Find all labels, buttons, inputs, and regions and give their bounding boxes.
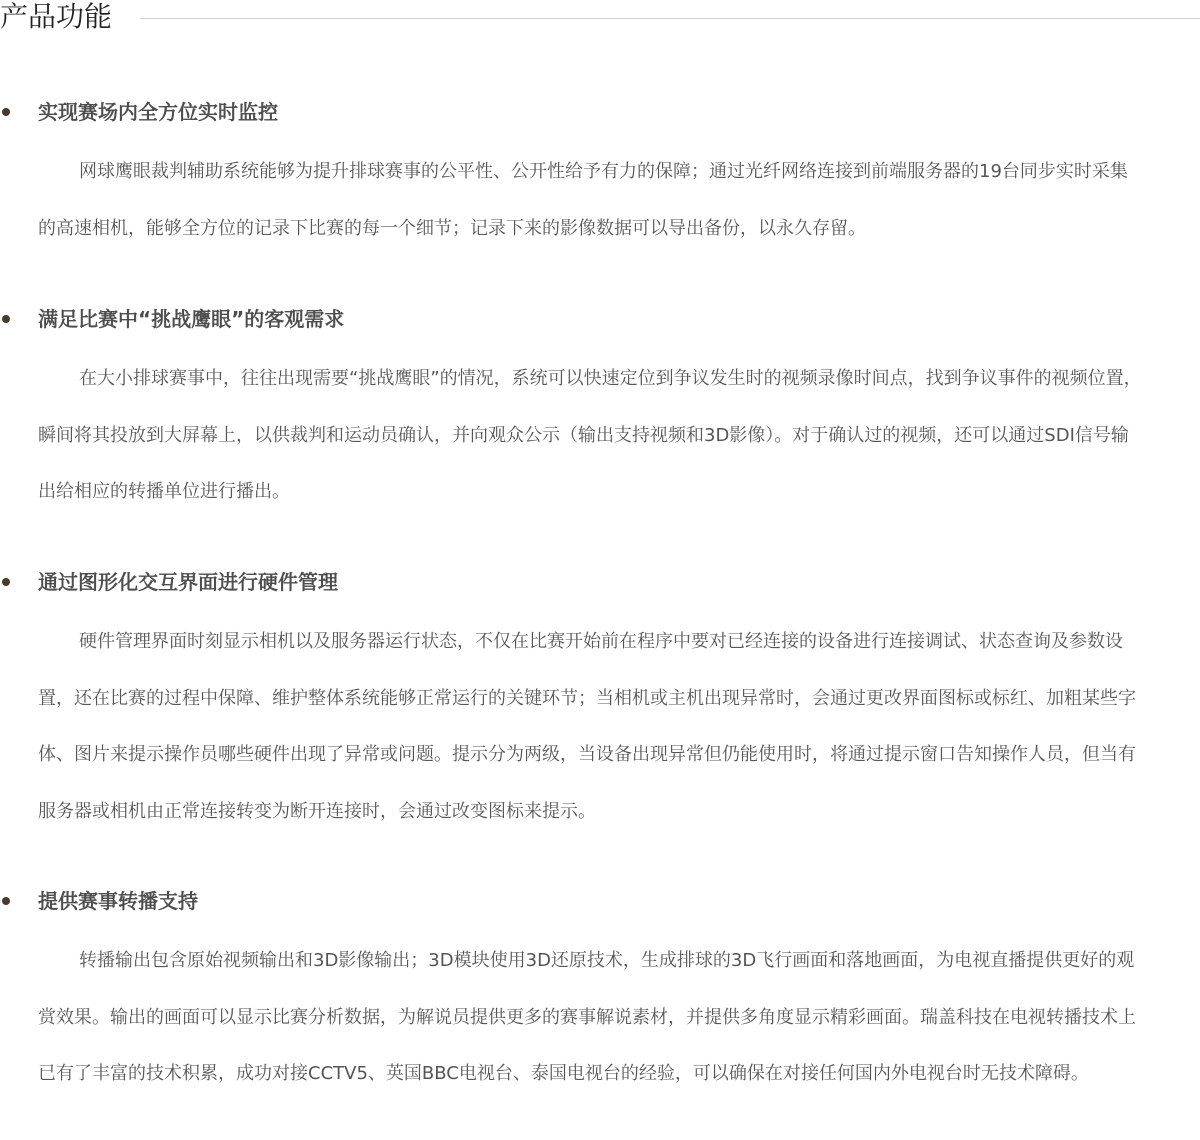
page-title: 产品功能 xyxy=(0,0,113,33)
feature-section xyxy=(0,887,1200,1103)
section-body: 网球鹰眼裁判辅助系统能够为提升排球赛事的公平性、公开性给予有力的保障；通过光纤网络连接到前端服务器的19台同步实时采集的高速相机，能够全方位的记录下比赛的每一个细节；记录下来的影像数据可以导出备份，以永久存留。 xyxy=(38,161,1128,239)
section-heading xyxy=(0,98,1200,128)
bullet-icon xyxy=(2,108,10,116)
feature-section xyxy=(0,568,1200,840)
feature-section xyxy=(0,98,1200,257)
bullet-icon xyxy=(2,897,10,905)
section-body: 转播输出包含原始视频输出和3D影像输出；3D模块使用3D还原技术，生成排球的3D飞行画面和落地画面，为电视直播提供更好的观赏效果。输出的画面可以显示比赛分析数据，为解说员提供更多的赛事解说素材，并提供多角度显示精彩画面。瑞盖科技在电视转播技术上已有了丰富的技术积累，成功对接CCTV5、英国BBC电视台、泰国电视台的经验，可以确保在对接任何国内外电视台时无技术障碍。 xyxy=(38,950,1136,1084)
section-heading xyxy=(0,305,1200,335)
page-header xyxy=(0,0,1200,34)
section-heading-text: 满足比赛中“挑战鹰眼”的客观需求 xyxy=(38,307,345,331)
feature-section xyxy=(0,305,1200,521)
section-heading xyxy=(0,887,1200,917)
title-divider xyxy=(140,18,1200,19)
section-heading-text: 通过图形化交互界面进行硬件管理 xyxy=(38,570,338,594)
section-body: 在大小排球赛事中，往往出现需要“挑战鹰眼”的情况，系统可以快速定位到争议发生时的视频录像时间点，找到争议事件的视频位置，瞬间将其投放到大屏幕上，以供裁判和运动员确认，并向观众公示（输出支持视频和3D影像）。对于确认过的视频，还可以通过SDI信号输出给相应的转播单位进行播出。 xyxy=(38,368,1142,502)
section-body: 硬件管理界面时刻显示相机以及服务器运行状态，不仅在比赛开始前在程序中要对已经连接的设备进行连接调试、状态查询及参数设置，还在比赛的过程中保障、维护整体系统能够正常运行的关键环节；当相机或主机出现异常时，会通过更改界面图标或标红、加粗某些字体、图片来提示操作员哪些硬件出现了异常或问题。提示分为两级，当设备出现异常但仍能使用时，将通过提示窗口告知操作人员，但当有服务器或相机由正常连接转变为断开连接时，会通过改变图标来提示。 xyxy=(38,631,1136,822)
section-heading-text: 提供赛事转播支持 xyxy=(38,889,198,913)
section-heading xyxy=(0,568,1200,598)
bullet-icon xyxy=(2,315,10,323)
bullet-icon xyxy=(2,578,10,586)
section-heading-text: 实现赛场内全方位实时监控 xyxy=(38,100,278,124)
